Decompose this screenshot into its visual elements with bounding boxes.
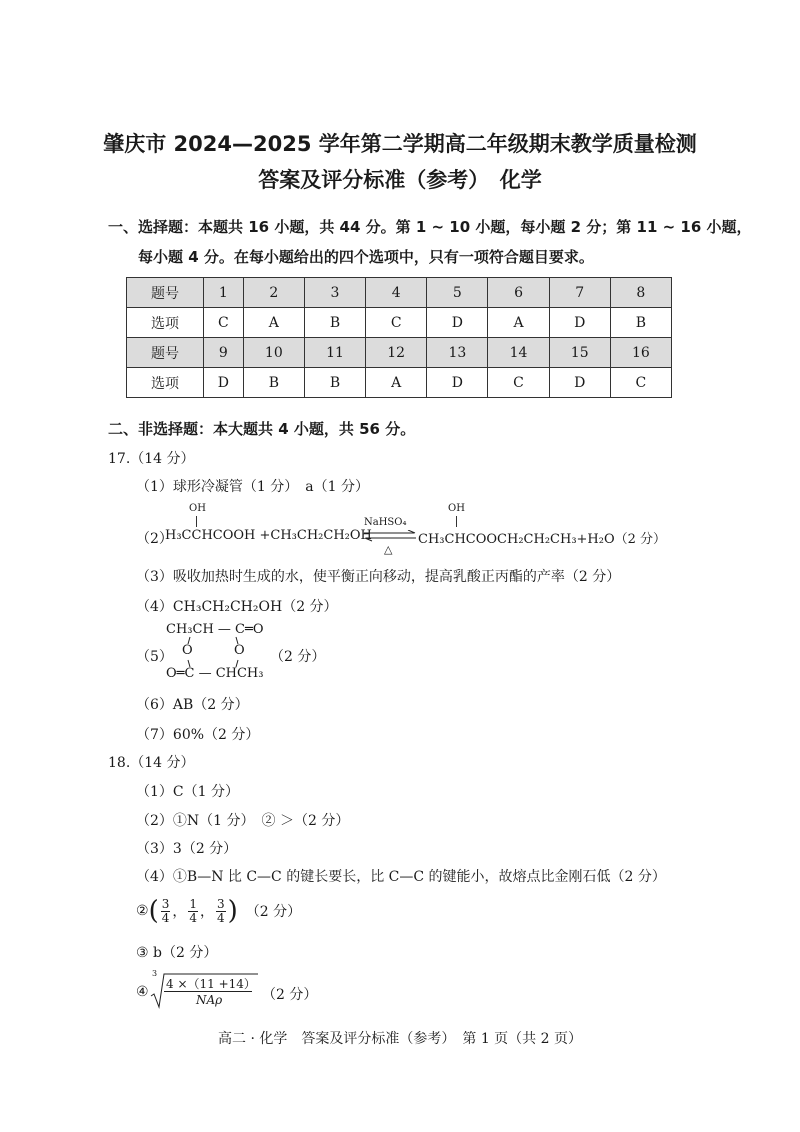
q18-answer-4-3: ③ b（2 分）: [136, 945, 218, 961]
question-number: 12: [366, 338, 427, 368]
q17-a2-products: CH₃CHCOOCH₂CH₂CH₃+H₂O（2 分）: [418, 532, 667, 547]
q17-answer-4: （4）CH₃CH₂CH₂OH（2 分）: [136, 599, 338, 615]
answer-cell: D: [549, 368, 610, 398]
answer-cell: B: [304, 308, 365, 338]
q18-answer-4-2: [136, 896, 301, 926]
fraction: [216, 898, 226, 925]
q17-answer-7: （7）60%（2 分）: [136, 727, 260, 743]
q17-a5-oxygen-right: O: [234, 643, 245, 658]
ring-bonds-icon: [176, 636, 256, 670]
row-label: 选项: [127, 308, 204, 338]
answer-cell: C: [366, 308, 427, 338]
q17-label: 17.（14 分）: [108, 451, 195, 467]
denominator: 4: [189, 910, 197, 925]
row-label: 题号: [127, 278, 204, 308]
table-row-answers-1: [127, 308, 672, 338]
fraction-bar: [164, 991, 252, 992]
answer-cell: B: [610, 308, 671, 338]
section2-heading: 二、非选择题：本大题共 4 小题，共 56 分。: [108, 420, 416, 438]
fraction: [161, 898, 171, 925]
table-row-numbers-1: [127, 278, 672, 308]
question-number: 4: [366, 278, 427, 308]
answer-cell: C: [610, 368, 671, 398]
bond-line: [196, 516, 197, 527]
answer-cell: D: [427, 368, 488, 398]
question-number: 10: [243, 338, 304, 368]
answer-cell: C: [488, 368, 549, 398]
q17-answer-3: （3）吸收加热时生成的水，使平衡正向移动，提高乳酸正丙酯的产率（2 分）: [136, 569, 621, 585]
q17-a2-reactants: H₃CCHCOOH +CH₃CH₂CH₂OH: [165, 528, 372, 543]
answer-cell: D: [549, 308, 610, 338]
q18-a4-2-score: （2 分）: [245, 904, 302, 920]
q18-a4-4-score: （2 分）: [262, 987, 318, 1003]
answer-cell: D: [427, 308, 488, 338]
close-paren: ): [227, 896, 238, 926]
answer-cell: B: [304, 368, 365, 398]
question-number: 7: [549, 278, 610, 308]
question-number: 2: [243, 278, 304, 308]
question-number: 3: [304, 278, 365, 308]
denominator: 4: [161, 910, 170, 925]
question-number: 6: [488, 278, 549, 308]
denominator: 4: [217, 910, 225, 925]
numerator: 3: [161, 896, 170, 911]
row-label: 选项: [127, 368, 204, 398]
question-number: 9: [204, 338, 244, 368]
answer-cell: A: [488, 308, 549, 338]
answer-cell: A: [243, 308, 304, 338]
root-numerator: 4 ×（11 +14）: [166, 977, 256, 991]
q17-a5-score: （2 分）: [270, 649, 326, 665]
q17-a5-line1: CH₃CH — C═O: [166, 622, 264, 637]
q17-a2-oh-left: OH: [189, 503, 206, 514]
q17-a2-condition: △: [384, 543, 393, 556]
q17-a2-catalyst: NaHSO₄: [364, 517, 407, 528]
answer-cell: C: [204, 308, 244, 338]
numerator: 1: [189, 896, 197, 911]
q18-a4-4-prefix: ④: [136, 984, 149, 1000]
question-number: 5: [427, 278, 488, 308]
question-number: 14: [488, 338, 549, 368]
q18-answer-1: （1）C（1 分）: [136, 784, 239, 800]
q18-a4-2-prefix: ②: [136, 903, 149, 919]
q18-label: 18.（14 分）: [108, 755, 195, 771]
root-denominator: NAρ: [196, 993, 223, 1007]
section1-heading-line2: 每小题 4 分。在每小题给出的四个选项中，只有一项符合题目要求。: [138, 248, 594, 266]
q17-answer-1: （1）球形冷凝管（1 分） a（1 分）: [136, 479, 369, 495]
fraction: [188, 898, 198, 925]
q17-a2-oh-right: OH: [448, 503, 465, 514]
q17-answer-6: （6）AB（2 分）: [136, 697, 249, 713]
answer-table: [126, 277, 672, 398]
answer-cell: A: [366, 368, 427, 398]
bond-line: [456, 516, 457, 527]
section1-heading-line1: 一、选择题：本题共 16 小题，共 44 分。第 1 ~ 10 小题，每小题 2 分；第 11 ~ 16 小题，: [108, 218, 752, 236]
root-index: 3: [152, 969, 158, 978]
q18-answer-3: （3）3（2 分）: [136, 841, 238, 857]
separator: ，: [172, 904, 187, 920]
q18-answer-2: （2）①N（1 分） ② ＞（2 分）: [136, 813, 350, 829]
q18-answer-4-1: （4）①B—N 比 C—C 的键长要长，比 C—C 的键能小，故熔点比金刚石低（2 分）: [136, 869, 666, 885]
table-row-numbers-2: [127, 338, 672, 368]
numerator: 3: [217, 896, 225, 911]
q17-a5-line3: O═C — CHCH₃: [166, 666, 264, 681]
q17-a5-prefix: （5）: [136, 649, 173, 665]
question-number: 16: [610, 338, 671, 368]
answer-cell: D: [204, 368, 244, 398]
question-number: 15: [549, 338, 610, 368]
question-number: 1: [204, 278, 244, 308]
separator: ，: [200, 904, 214, 920]
row-label: 题号: [127, 338, 204, 368]
page-title: 肇庆市 2024—2025 学年第二学期高二年级期末教学质量检测: [103, 132, 697, 156]
page-subtitle: 答案及评分标准（参考） 化学: [258, 168, 542, 192]
q17-a5-oxygen-left: O: [182, 643, 193, 658]
page-footer: 高二 · 化学 答案及评分标准（参考） 第 1 页（共 2 页）: [218, 1031, 582, 1047]
answer-cell: B: [243, 368, 304, 398]
equilibrium-arrow-icon: [362, 530, 418, 542]
q17-a2-prefix: （2）: [136, 531, 173, 547]
open-paren: (: [148, 896, 159, 926]
question-number: 13: [427, 338, 488, 368]
question-number: 8: [610, 278, 671, 308]
question-number: 11: [304, 338, 365, 368]
table-row-answers-2: [127, 368, 672, 398]
